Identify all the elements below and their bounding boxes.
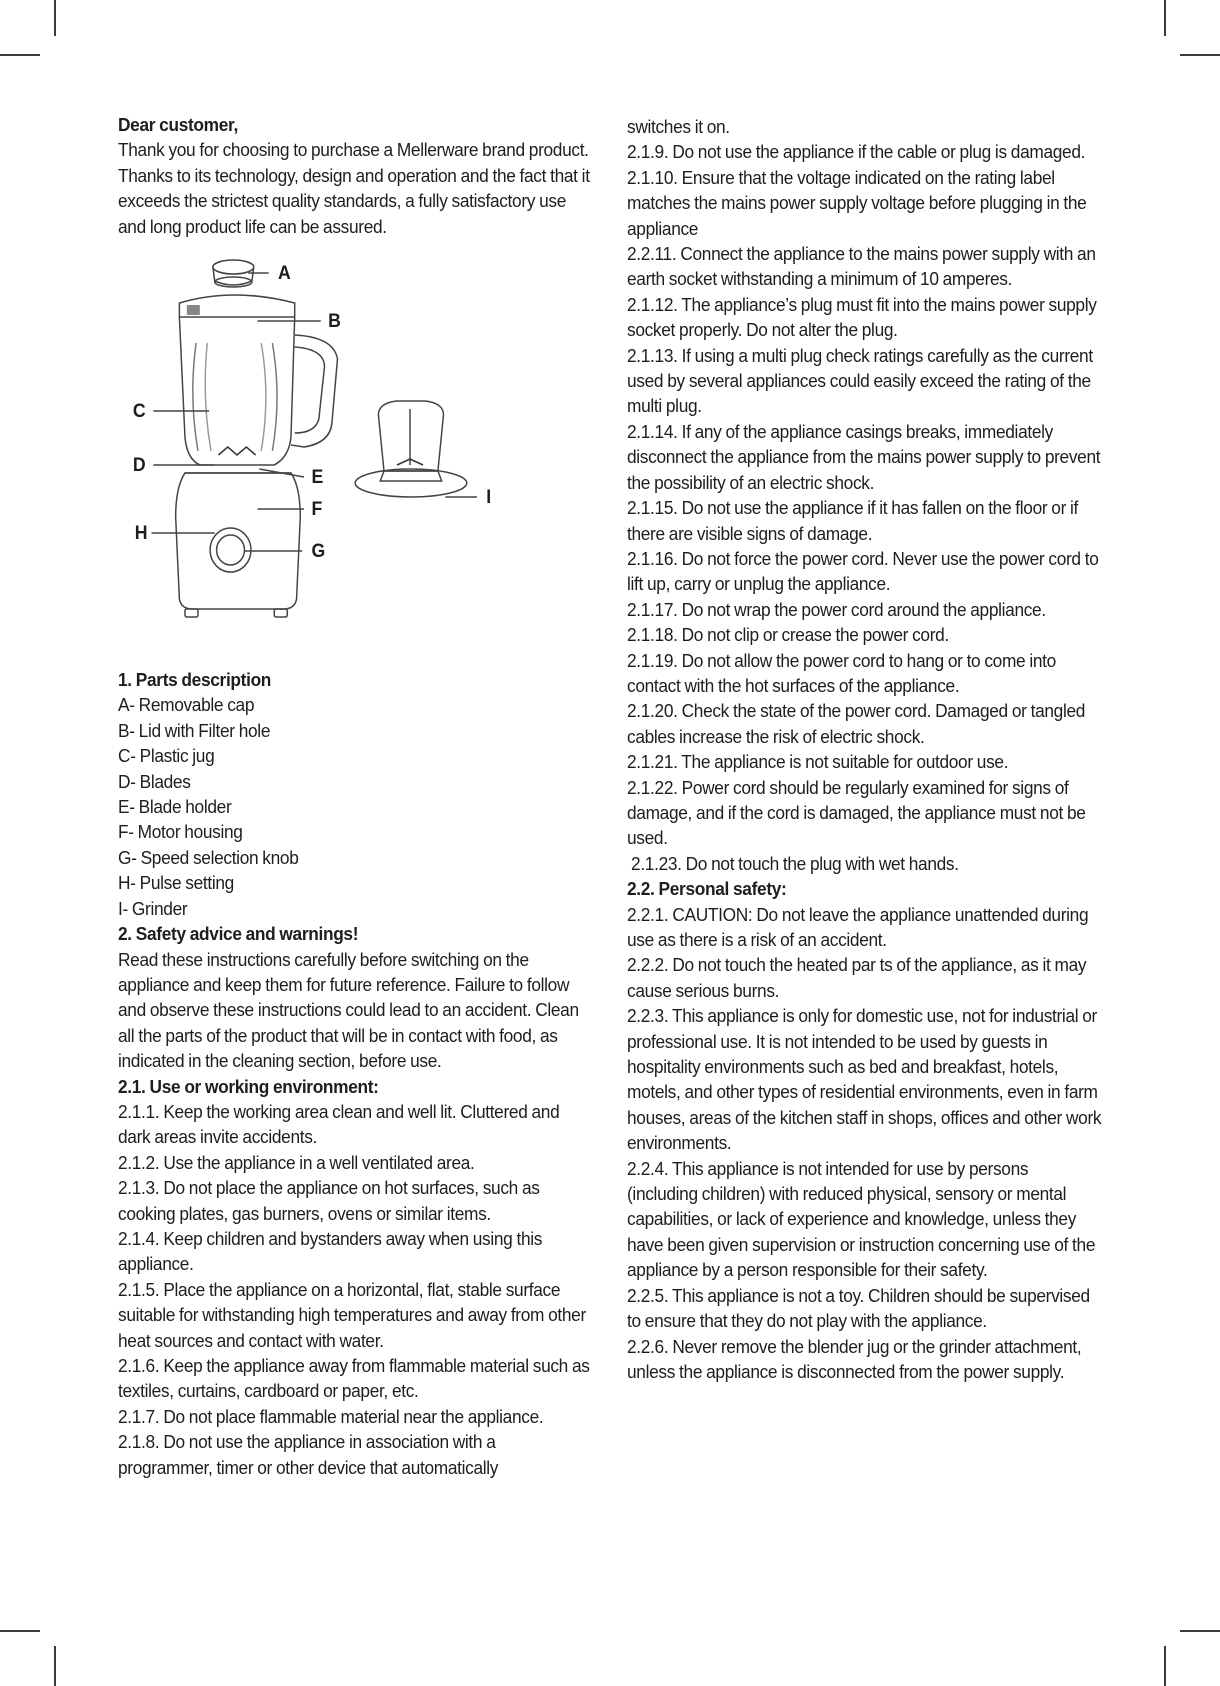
rule-item: 2.1.17. Do not wrap the power cord around the appliance.: [627, 598, 1046, 620]
grinder-drawing: [355, 401, 467, 497]
personal-heading: 2.2. Personal safety:: [627, 878, 787, 900]
rule-item: 2.1.19. Do not allow the power cord to hang or to come into contact with the hot surfaces of the appliance.: [627, 649, 1056, 696]
rule-item: 2.2.4. This appliance is not intended for use by persons (including children) with reduced physical, sensory or mental capabilities, or lack of experience and knowledge, unless they have been given supervision or instruction concerning use of the appliance by a person responsible for their safety.: [627, 1157, 1096, 1281]
callout-h: H: [134, 523, 148, 545]
rule-item: 2.2.2. Do not touch the heated par ts of the appliance, as it may cause serious burns.: [627, 954, 1087, 1001]
callout-i: I: [486, 487, 491, 509]
safety-heading: 2. Safety advice and warnings!: [118, 923, 359, 945]
part-item: G- Speed selection knob: [118, 846, 299, 868]
rule-item-continuation: switches it on.: [627, 116, 730, 137]
rule-item: 2.1.2. Use the appliance in a well ventilated area.: [118, 1151, 475, 1173]
crop-mark-bottom-right-horizontal: [1180, 1630, 1220, 1632]
blender-diagram: [118, 247, 592, 657]
part-item: H- Pulse setting: [118, 872, 234, 894]
part-item: D- Blades: [118, 770, 191, 792]
part-item: F- Motor housing: [118, 821, 243, 843]
rule-item: 2.1.3. Do not place the appliance on hot surfaces, such as cooking plates, gas burners, ovens or similar items.: [118, 1177, 540, 1224]
rule-item: 2.1.22. Power cord should be regularly examined for signs of damage, and if the cord is damaged, the appliance must not be used.: [627, 776, 1086, 849]
rule-item: 2.2.6. Never remove the blender jug or the grinder attachment, unless the appliance is disconnected from the power supply.: [627, 1335, 1082, 1382]
rule-item: 2.1.6. Keep the appliance away from flammable material such as textiles, curtains, cardboard or paper, etc.: [118, 1355, 590, 1402]
part-item: I- Grinder: [118, 897, 188, 919]
crop-mark-top-left-horizontal: [0, 54, 40, 56]
callout-e: E: [311, 467, 323, 489]
rule-item-continued: [118, 1429, 592, 1480]
callout-b: B: [328, 311, 341, 333]
part-item: A- Removable cap: [118, 694, 255, 716]
crop-mark-bottom-left-vertical: [54, 1646, 56, 1686]
rule-item: 2.2.11. Connect the appliance to the mains power supply with an earth socket withstanding a minimum of 10 amperes.: [627, 243, 1096, 290]
rule-item: 2.1.20. Check the state of the power cord. Damaged or tangled cables increase the risk of electric shock.: [627, 700, 1086, 747]
rule-item: 2.1.18. Do not clip or crease the power cord.: [627, 624, 949, 646]
callout-f: F: [311, 499, 322, 521]
right-column: [627, 114, 1101, 1384]
greeting: Dear customer,: [118, 114, 238, 135]
motor-housing-drawing: [176, 473, 301, 617]
crop-mark-top-right-horizontal: [1180, 54, 1220, 56]
safety-intro: Read these instructions carefully before switching on the appliance and keep them for future reference. Failure to follow and observe these instructions could lead to an accident. Clean all the parts of the product that will be in contact with food, as indicated in the cleaning section, before use.: [118, 948, 579, 1072]
jug-drawing: [179, 317, 337, 465]
blender-drawing: [118, 247, 592, 657]
crop-mark-bottom-left-horizontal: [0, 1630, 40, 1632]
rule-item: 2.1.10. Ensure that the voltage indicated on the rating label matches the mains power supply voltage before plugging in the appliance: [627, 166, 1087, 239]
parts-heading: 1. Parts description: [118, 669, 272, 691]
crop-mark-bottom-right-vertical: [1164, 1646, 1166, 1686]
crop-mark-top-left-vertical: [54, 0, 56, 36]
callout-a: A: [277, 263, 291, 285]
left-column: [118, 112, 592, 1480]
rule-item-part: 2.1.8. Do not use the appliance in association with a programmer, timer or other device that automatically: [118, 1431, 499, 1478]
rule-item: 2.1.13. If using a multi plug check ratings carefully as the current used by several appliances could easily exceed the rating of the multi plug.: [627, 344, 1093, 417]
callout-c: C: [132, 401, 146, 423]
callout-g: G: [311, 541, 325, 563]
removable-cap-drawing: [213, 260, 254, 287]
intro-paragraph: Thank you for choosing to purchase a Mellerware brand product. Thanks to its technology, design and operation and the fact that it exceeds the strictest quality standards, a fully satisfactory use and long product life can be assured.: [118, 139, 590, 237]
rule-item: 2.1.9. Do not use the appliance if the cable or plug is damaged.: [627, 141, 1086, 163]
rule-item: 2.1.15. Do not use the appliance if it has fallen on the floor or if there are visible signs of damage.: [627, 497, 1079, 544]
crop-mark-top-right-vertical: [1164, 0, 1166, 36]
rule-item: 2.1.12. The appliance’s plug must fit into the mains power supply socket properly. Do not alter the plug.: [627, 293, 1097, 341]
rule-item: 2.1.16. Do not force the power cord. Never use the power cord to lift up, carry or unplug the appliance.: [627, 547, 1099, 595]
environment-heading: 2.1. Use or working environment:: [118, 1075, 379, 1097]
rule-item: 2.1.5. Place the appliance on a horizontal, flat, stable surface suitable for withstanding high temperatures and away from other heat sources and contact with water.: [118, 1278, 586, 1351]
part-item: E- Blade holder: [118, 796, 232, 818]
rule-item: 2.1.1. Keep the working area clean and well lit. Cluttered and dark areas invite accidents.: [118, 1100, 560, 1148]
rule-item: 2.1.21. The appliance is not suitable for outdoor use.: [627, 751, 1009, 773]
callout-d: D: [132, 455, 146, 477]
part-item: B- Lid with Filter hole: [118, 719, 271, 741]
rule-item: 2.2.3. This appliance is only for domestic use, not for industrial or professional use. It is not intended to be used by guests in hospitality environments such as bed and breakfast, hotels, motels, and other types of residential environments, even in farm houses, areas of the kitchen staff in shops, offices and other work environments.: [627, 1005, 1102, 1154]
rule-item: 2.1.4. Keep children and bystanders away when using this appliance.: [118, 1227, 543, 1275]
part-item: C- Plastic jug: [118, 745, 215, 767]
rule-item: 2.1.23. Do not touch the plug with wet hands.: [627, 852, 959, 874]
rule-item: 2.1.7. Do not place flammable material near the appliance.: [118, 1405, 544, 1427]
rule-item: 2.2.5. This appliance is not a toy. Children should be supervised to ensure that they do not play with the appliance.: [627, 1284, 1090, 1332]
rule-item: 2.2.1. CAUTION: Do not leave the appliance unattended during use as there is a risk of an accident.: [627, 903, 1089, 950]
rule-item: 2.1.14. If any of the appliance casings breaks, immediately disconnect the appliance from the mains power supply to prevent the possibility of an electric shock.: [627, 420, 1101, 493]
